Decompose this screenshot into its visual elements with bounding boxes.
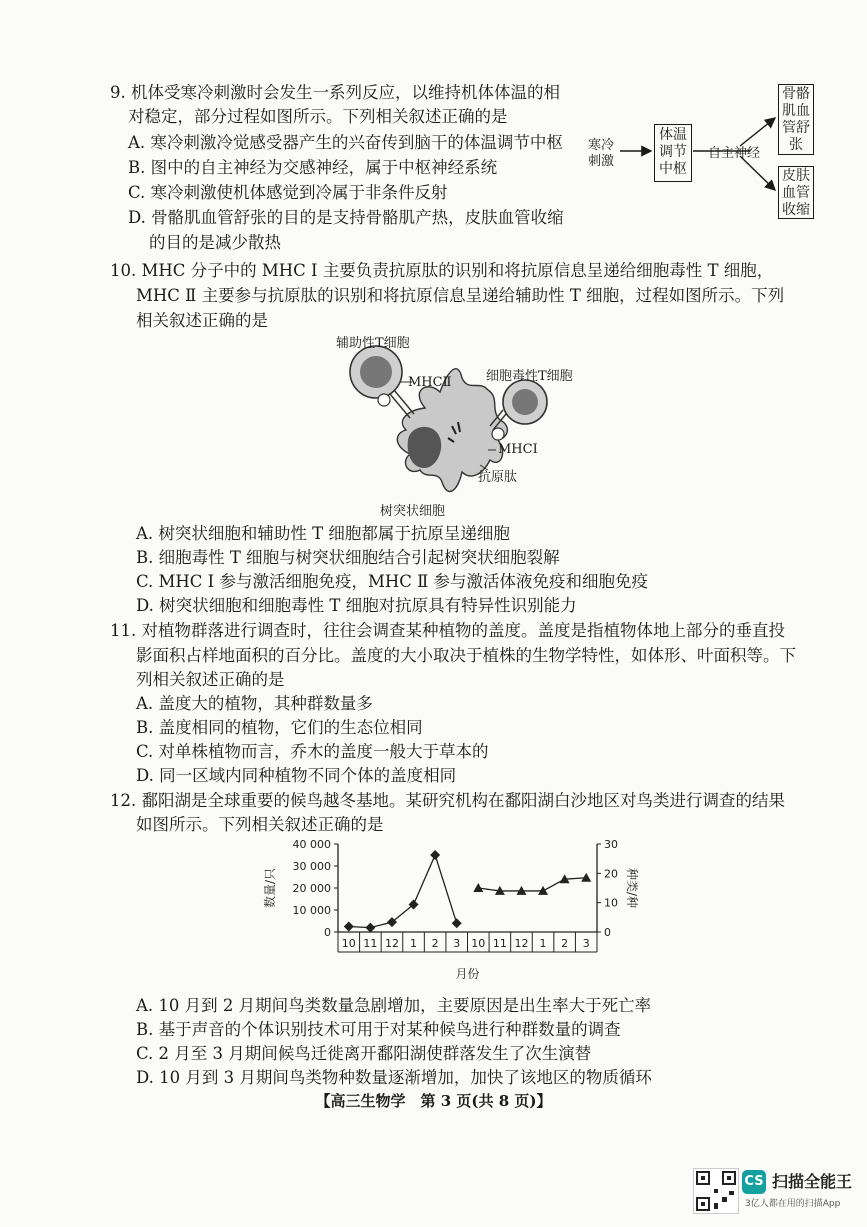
q10-option-d: D. 树突状细胞和细胞毒性 T 细胞对抗原具有特异性识别能力: [136, 596, 577, 615]
bot-line3: 收缩: [782, 202, 810, 218]
x-tick-label: 11: [363, 937, 378, 950]
x-tick-label: 11: [492, 937, 507, 950]
x-tick-label: 10: [471, 937, 486, 950]
q10-option-c: C. MHC Ⅰ 参与激活细胞免疫，MHC Ⅱ 参与激活体液免疫和细胞免疫: [136, 572, 649, 591]
x-tick-label: 10: [341, 937, 356, 950]
q9-option-c: C. 寒冷刺激使机体感觉到冷属于非条件反射: [128, 183, 448, 202]
top-line4: 张: [789, 137, 803, 153]
q9-option-d-line2: 的目的是减少散热: [149, 233, 281, 252]
bot-line1: 皮肤: [782, 168, 810, 184]
data-point-triangle: [581, 873, 591, 882]
right-tick-label: 20: [604, 867, 618, 881]
center-line2: 调节: [659, 144, 687, 160]
series-line-1: [478, 878, 586, 891]
label-antigen-peptide: 抗原肽: [478, 470, 518, 485]
x-tick-label: 1: [539, 937, 547, 950]
q9-option-b: B. 图中的自主神经为交感神经，属于中枢神经系统: [128, 158, 498, 177]
left-tick-label: 40 000: [292, 838, 331, 851]
x-tick-label: 12: [514, 937, 529, 950]
left-tick-label: 30 000: [292, 860, 331, 873]
data-point-diamond: [430, 850, 440, 860]
q11-stem-line2: 影面积占样地面积的百分比。盖度的大小取决于植株的生物学特性，如体形、叶面积等。下: [136, 646, 796, 665]
mhc1-complex-icon: [492, 428, 504, 440]
label-mhc1: MHCⅠ: [498, 442, 538, 457]
q12-stem-line1: 12. 鄱阳湖是全球重要的候鸟越冬基地。某研究机构在鄱阳湖白沙地区对鸟类进行调查的结果: [110, 791, 785, 810]
center-line1: 体温: [659, 127, 687, 143]
helper-t-nucleus: [360, 356, 392, 388]
stimulus-line1: 寒冷: [588, 138, 615, 153]
y-axis-left-title: 数量/只: [263, 867, 277, 909]
q10-option-b: B. 细胞毒性 T 细胞与树突状细胞结合引起树突状细胞裂解: [136, 548, 560, 567]
data-point-diamond: [365, 923, 375, 933]
camscanner-slogan: 3亿人都在用的扫描App: [745, 1199, 841, 1209]
data-point-diamond: [344, 922, 354, 932]
top-line1: 骨骼: [782, 86, 810, 102]
autonomic-nerve-label: 自主神经: [708, 146, 761, 161]
qr-code-icon: [693, 1168, 739, 1214]
data-point-triangle: [473, 883, 483, 892]
arrow-to-skin: [740, 156, 775, 190]
left-tick-label: 20 000: [292, 882, 331, 895]
x-tick-label: 3: [582, 937, 590, 950]
q12-bird-survey-chart: [260, 832, 640, 992]
q10-option-a: A. 树突状细胞和辅助性 T 细胞都属于抗原呈递细胞: [136, 524, 510, 543]
bot-line2: 血管: [782, 185, 810, 201]
data-point-diamond: [452, 918, 462, 928]
q9-stem-line2: 对稳定，部分过程如图所示。下列相关叙述正确的是: [128, 107, 508, 126]
q12-option-c: C. 2 月至 3 月期间候鸟迁徙离开鄱阳湖使群落发生了次生演替: [136, 1044, 592, 1063]
q9-arrows: [0, 0, 867, 260]
camscanner-name: 扫描全能王: [772, 1172, 853, 1191]
right-tick-label: 0: [604, 926, 611, 939]
x-tick-label: 12: [384, 937, 399, 950]
q9-option-a: A. 寒冷刺激冷觉感受器产生的兴奋传到脑干的体温调节中枢: [128, 133, 563, 152]
top-line2: 肌血: [782, 103, 810, 119]
q12-option-a: A. 10 月到 2 月期间鸟类数量急剧增加，主要原因是出生率大于死亡率: [136, 996, 652, 1015]
x-axis-title: 月份: [455, 967, 480, 981]
q9-option-d-line1: D. 骨骼肌血管舒张的目的是支持骨骼肌产热，皮肤血管收缩: [128, 208, 564, 227]
q12-option-d: D. 10 月到 3 月期间鸟类物种数量逐渐增加，加快了该地区的物质循环: [136, 1068, 652, 1087]
label-mhc2: MHCⅡ: [408, 375, 452, 390]
q10-immune-figure: [330, 330, 600, 515]
q11-option-d: D. 同一区域内同种植物不同个体的盖度相同: [136, 766, 457, 785]
arrow-to-skeletal: [740, 118, 775, 146]
left-tick-label: 10 000: [292, 904, 331, 917]
q9-stem-line1: 9. 机体受寒冷刺激时会发生一系列反应，以维持机体体温的相: [110, 83, 560, 102]
y-axis-right-title: 种类/种: [625, 867, 639, 909]
q10-stem-line2: MHC Ⅱ 主要参与抗原肽的识别和将抗原信息呈递给辅助性 T 细胞，过程如图所示。下列: [136, 286, 785, 305]
right-tick-label: 10: [604, 896, 618, 910]
mhc2-complex-icon: [378, 394, 390, 406]
q11-stem-line1: 11. 对植物群落进行调查时，往往会调查某种植物的盖度。盖度是指植物体地上部分的垂直投: [110, 621, 785, 640]
q12-option-b: B. 基于声音的个体识别技术可用于对某种候鸟进行种群数量的调查: [136, 1020, 621, 1039]
q11-option-b: B. 盖度相同的植物，它们的生态位相同: [136, 718, 423, 737]
x-tick-label: 2: [431, 937, 439, 950]
x-tick-label: 3: [453, 937, 461, 950]
q10-stem-line1: 10. MHC 分子中的 MHC Ⅰ 主要负责抗原肽的识别和将抗原信息呈递给细胞毒性 T 细胞，: [110, 261, 774, 280]
x-tick-label: 1: [410, 937, 418, 950]
stimulus-line2: 刺激: [588, 154, 615, 169]
label-cytotoxic-t: 细胞毒性T细胞: [486, 369, 573, 384]
right-tick-label: 30: [604, 838, 618, 851]
page-footer: 【高三生物学 第 3 页(共 8 页)】: [315, 1092, 552, 1110]
q12-stem-line2: 如图所示。下列相关叙述正确的是: [136, 815, 384, 834]
q11-stem-line3: 列相关叙述正确的是: [136, 670, 285, 689]
center-line3: 中枢: [659, 161, 687, 177]
series-line-0: [349, 855, 457, 928]
label-dendritic-cell: 树突状细胞: [380, 504, 446, 519]
x-tick-label: 2: [561, 937, 569, 950]
cytotoxic-t-nucleus: [512, 389, 538, 415]
top-line3: 管舒: [782, 120, 810, 136]
camscanner-logo-icon: CS: [742, 1170, 766, 1194]
q11-option-a: A. 盖度大的植物，其种群数量多: [136, 694, 373, 713]
q11-option-c: C. 对单株植物而言，乔木的盖度一般大于草本的: [136, 742, 489, 761]
q10-stem-line3: 相关叙述正确的是: [136, 311, 268, 330]
left-tick-label: 0: [324, 926, 331, 939]
label-helper-t: 辅助性T细胞: [336, 336, 410, 351]
